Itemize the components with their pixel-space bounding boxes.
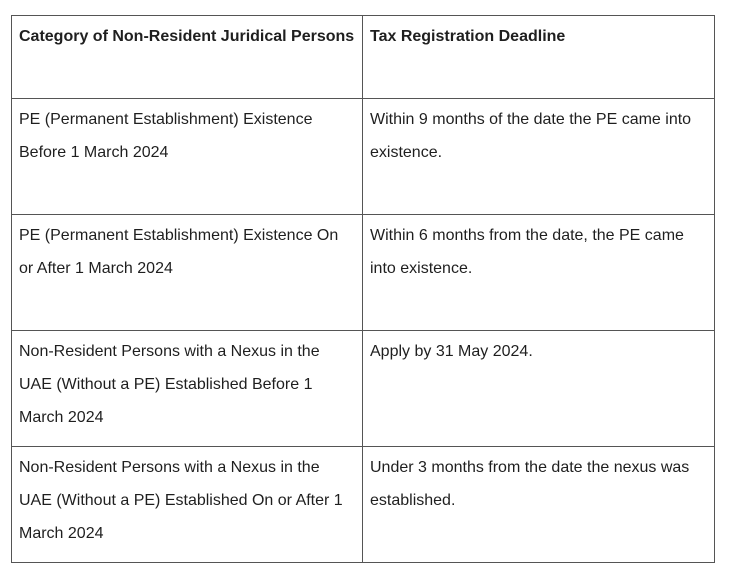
table-row <box>12 447 715 563</box>
deadline-cell: Apply by 31 May 2024. <box>363 331 715 447</box>
category-cell: Non-Resident Persons with a Nexus in the UAE (Without a PE) Established Before 1 March 2024 <box>12 331 363 447</box>
table-header-row <box>12 16 715 99</box>
deadline-cell: Under 3 months from the date the nexus was established. <box>363 447 715 563</box>
table-row <box>12 331 715 447</box>
category-cell: PE (Permanent Establishment) Existence Before 1 March 2024 <box>12 99 363 215</box>
deadline-cell: Within 6 months from the date, the PE came into existence. <box>363 215 715 331</box>
category-cell: Non-Resident Persons with a Nexus in the UAE (Without a PE) Established On or After 1 March 2024 <box>12 447 363 563</box>
table-row <box>12 99 715 215</box>
header-category: Category of Non-Resident Juridical Persons <box>12 16 363 99</box>
tax-registration-table <box>11 15 715 563</box>
deadline-cell: Within 9 months of the date the PE came into existence. <box>363 99 715 215</box>
category-cell: PE (Permanent Establishment) Existence On or After 1 March 2024 <box>12 215 363 331</box>
table-row <box>12 215 715 331</box>
header-deadline: Tax Registration Deadline <box>363 16 715 99</box>
